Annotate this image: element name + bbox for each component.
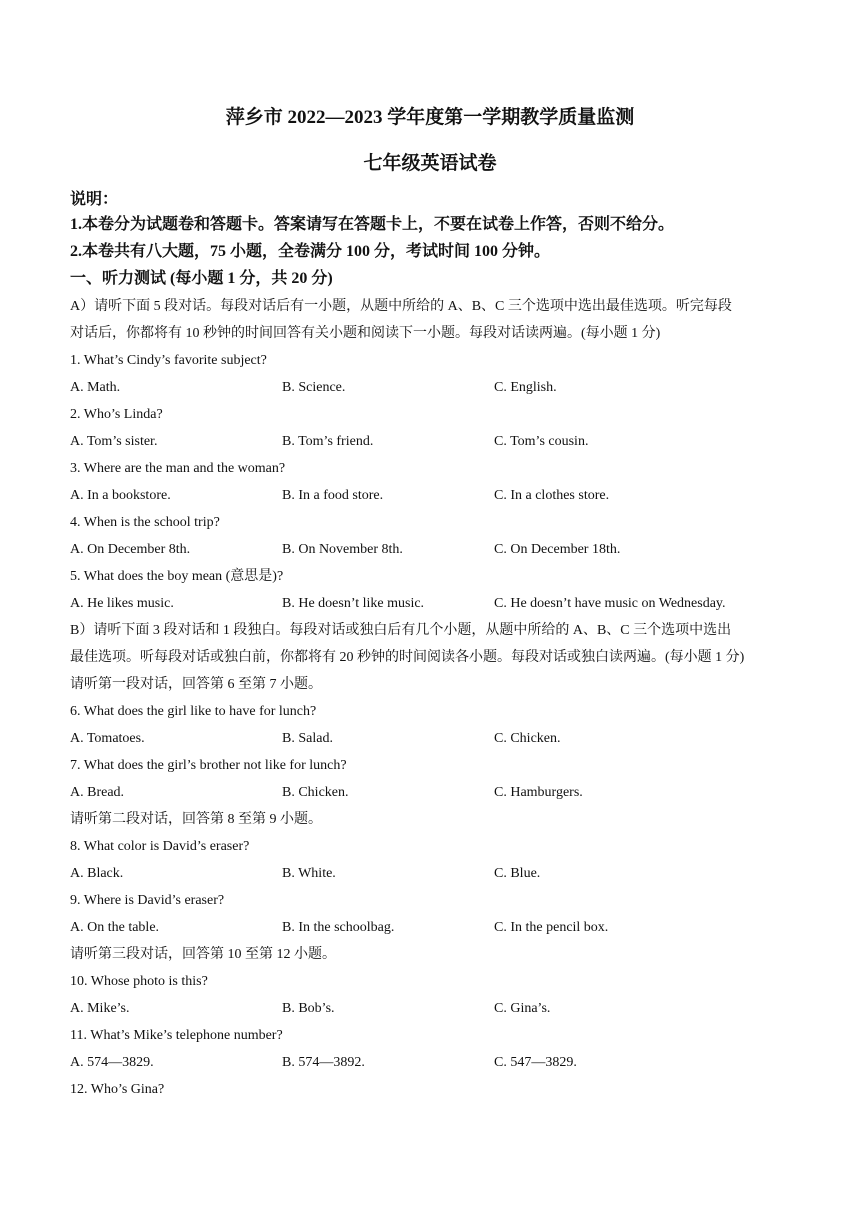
part-b-instructions-line-1: B）请听下面 3 段对话和 1 段独白。每段对话或独白后有几个小题，从题中所给的 A、B、C 三个选项中选出 [70, 623, 732, 638]
question-stem: 11. What’s Mike’s telephone number? [70, 1028, 283, 1043]
question-stem: 1. What’s Cindy’s favorite subject? [70, 353, 267, 368]
question-options [70, 729, 792, 749]
question-options [70, 999, 792, 1019]
question-options [70, 378, 792, 398]
question-stem: 3. Where are the man and the woman? [70, 461, 286, 476]
option-b: B. 574—3892. [282, 1055, 365, 1070]
option-b: B. Salad. [282, 731, 333, 746]
option-a: A. He likes music. [70, 596, 174, 611]
option-b: B. In the schoolbag. [282, 920, 395, 935]
notes-heading: 说明： [70, 191, 119, 208]
option-b: B. Tom’s friend. [282, 434, 374, 449]
option-c: C. Hamburgers. [494, 785, 583, 800]
option-c: C. He doesn’t have music on Wednesday. [494, 596, 726, 611]
question-options [70, 432, 792, 452]
question-stem: 7. What does the girl’s brother not like for lunch? [70, 758, 347, 773]
question-stem: 2. Who’s Linda? [70, 407, 163, 422]
option-c: C. Tom’s cousin. [494, 434, 589, 449]
option-c: C. Chicken. [494, 731, 561, 746]
question-stem: 5. What does the boy mean (意思是)? [70, 569, 284, 584]
question-stem: 12. Who’s Gina? [70, 1082, 165, 1097]
question-stem: 6. What does the girl like to have for lunch? [70, 704, 317, 719]
option-a: A. On the table. [70, 920, 160, 935]
option-c: C. In the pencil box. [494, 920, 609, 935]
note-1: 1.本卷分为试题卷和答题卡。答案请写在答题卡上，不要在试卷上作答，否则不给分。 [70, 216, 675, 233]
option-b: B. Chicken. [282, 785, 349, 800]
question-options [70, 918, 792, 938]
option-a: A. 574—3829. [70, 1055, 154, 1070]
question-stem: 9. Where is David’s eraser? [70, 893, 225, 908]
option-a: A. Mike’s. [70, 1001, 130, 1016]
option-b: B. He doesn’t like music. [282, 596, 425, 611]
question-options [70, 540, 792, 560]
option-b: B. Bob’s. [282, 1001, 335, 1016]
option-b: B. In a food store. [282, 488, 384, 503]
option-c: C. In a clothes store. [494, 488, 610, 503]
option-a: A. Bread. [70, 785, 125, 800]
question-options [70, 1053, 792, 1073]
option-a: A. In a bookstore. [70, 488, 171, 503]
option-a: A. On December 8th. [70, 542, 191, 557]
exam-title: 萍乡市 2022—2023 学年度第一学期教学质量监测 [225, 107, 635, 128]
note-2: 2.本卷共有八大题，75 小题，全卷满分 100 分，考试时间 100 分钟。 [70, 243, 551, 260]
dialog-3-instruction: 请听第三段对话，回答第 10 至第 12 小题。 [70, 947, 336, 962]
question-stem: 10. Whose photo is this? [70, 974, 208, 989]
option-c: C. English. [494, 380, 557, 395]
option-a: A. Math. [70, 380, 121, 395]
option-c: C. Gina’s. [494, 1001, 551, 1016]
part-b-instructions-line-2: 最佳选项。听每段对话或独白前，你都将有 20 秒钟的时间阅读各小题。每段对话或独白读两遍。(每小题 1 分) [70, 650, 745, 665]
option-b: B. Science. [282, 380, 346, 395]
part-a-instructions-line-1: A）请听下面 5 段对话。每段对话后有一小题，从题中所给的 A、B、C 三个选项中选出最佳选项。听完每段 [70, 299, 732, 314]
question-options [70, 864, 792, 884]
question-options [70, 486, 792, 506]
dialog-2-instruction: 请听第二段对话，回答第 8 至第 9 小题。 [70, 812, 322, 827]
option-c: C. On December 18th. [494, 542, 621, 557]
question-stem: 4. When is the school trip? [70, 515, 220, 530]
option-a: A. Tom’s sister. [70, 434, 158, 449]
option-b: B. White. [282, 866, 336, 881]
option-a: A. Black. [70, 866, 124, 881]
option-a: A. Tomatoes. [70, 731, 145, 746]
exam-subtitle: 七年级英语试卷 [363, 153, 497, 174]
section-heading: 一、听力测试 (每小题 1 分，共 20 分) [70, 270, 333, 287]
question-stem: 8. What color is David’s eraser? [70, 839, 250, 854]
dialog-1-instruction: 请听第一段对话，回答第 6 至第 7 小题。 [70, 677, 322, 692]
question-options [70, 783, 792, 803]
option-c: C. 547—3829. [494, 1055, 577, 1070]
question-options [70, 594, 792, 614]
part-a-instructions-line-2: 对话后，你都将有 10 秒钟的时间回答有关小题和阅读下一小题。每段对话读两遍。(每小题 1 分) [70, 326, 661, 341]
option-b: B. On November 8th. [282, 542, 403, 557]
option-c: C. Blue. [494, 866, 541, 881]
